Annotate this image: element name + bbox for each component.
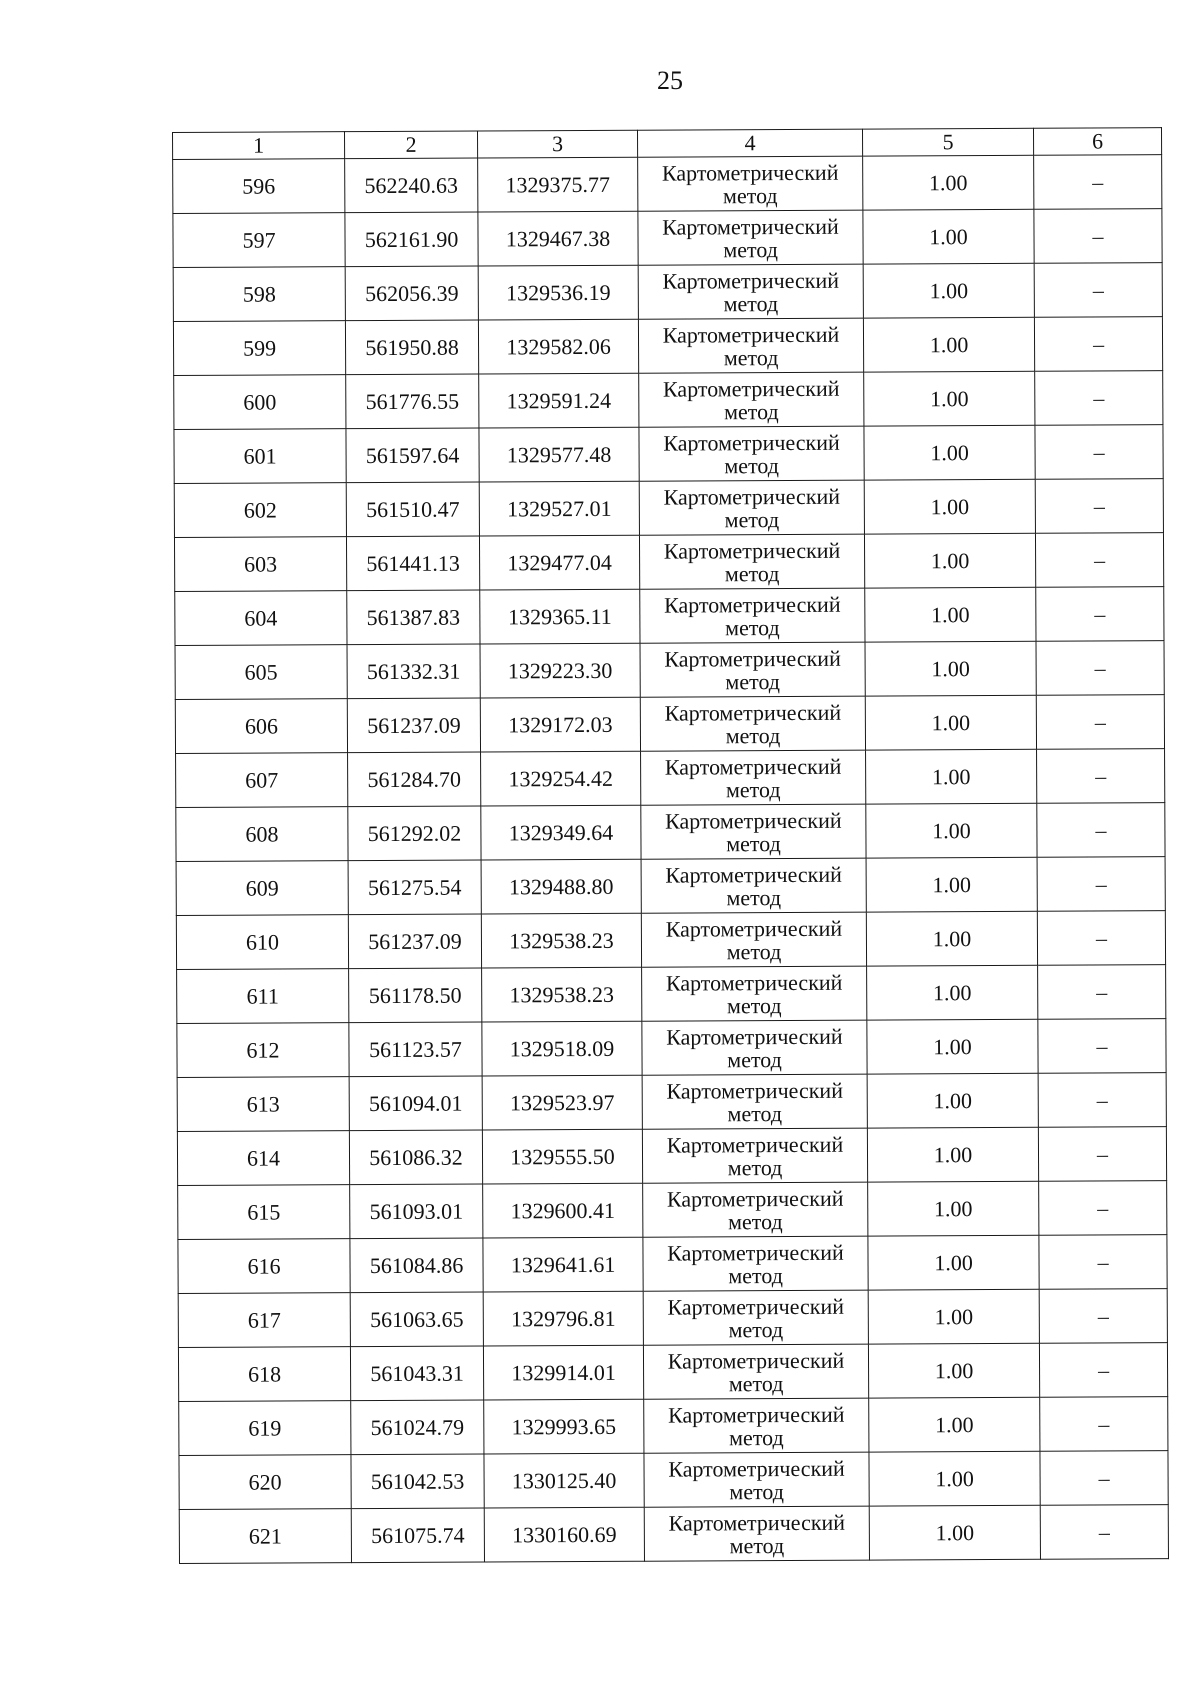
method-text-line2: метод [726, 938, 782, 964]
method-text-line2: метод [723, 290, 779, 316]
point-number-cell: 621 [179, 1509, 351, 1564]
method-cell [639, 480, 864, 535]
table-row [173, 209, 1162, 268]
point-number-cell: 598 [173, 267, 345, 322]
x-coordinate-cell: 561075.74 [351, 1508, 484, 1563]
method-cell [642, 1020, 867, 1075]
method-cell [640, 588, 865, 643]
y-coordinate-cell: 1329523.97 [482, 1075, 642, 1130]
accuracy-cell: 1.00 [868, 1181, 1039, 1236]
method-cell [644, 1506, 869, 1561]
accuracy-cell: 1.00 [867, 1019, 1038, 1074]
y-coordinate-cell: 1329488.80 [481, 859, 641, 914]
x-coordinate-cell: 561237.09 [347, 698, 480, 753]
table-row [177, 965, 1166, 1024]
point-number-cell: 615 [178, 1185, 350, 1240]
accuracy-cell: 1.00 [864, 533, 1035, 588]
point-number-cell: 611 [177, 969, 349, 1024]
point-number-cell: 605 [175, 645, 347, 700]
note-cell: – [1039, 1343, 1167, 1398]
method-text-line1: Картометрический [664, 591, 841, 618]
y-coordinate-cell: 1329365.11 [480, 589, 640, 644]
method-cell [641, 750, 866, 805]
x-coordinate-cell: 561441.13 [346, 536, 479, 591]
point-number-cell: 616 [178, 1239, 350, 1294]
x-coordinate-cell: 561178.50 [349, 968, 482, 1023]
point-number-cell: 614 [177, 1131, 349, 1186]
method-text-line2: метод [724, 398, 779, 424]
accuracy-cell: 1.00 [866, 911, 1037, 966]
method-text-line2: метод [727, 1208, 783, 1234]
table-row [177, 1127, 1166, 1186]
y-coordinate-cell: 1329577.48 [479, 427, 639, 482]
table-row [174, 479, 1163, 538]
accuracy-cell: 1.00 [866, 803, 1037, 858]
point-number-cell: 599 [173, 321, 345, 376]
y-coordinate-cell: 1329914.01 [483, 1345, 643, 1400]
page-number: 25 [657, 66, 683, 95]
note-cell: – [1040, 1451, 1168, 1506]
method-text-line1: Картометрический [666, 1131, 844, 1158]
method-text-line1: Картометрический [664, 699, 842, 726]
table-row [177, 1019, 1166, 1078]
method-text-line1: Картометрический [666, 1077, 843, 1104]
table-row [176, 749, 1165, 808]
method-text-line1: Картометрический [668, 1509, 846, 1536]
method-text-line2: метод [725, 668, 781, 694]
note-cell: – [1038, 1073, 1166, 1128]
table-row [175, 641, 1164, 700]
point-number-cell: 619 [179, 1401, 351, 1456]
method-text-line1: Картометрический [665, 915, 843, 942]
x-coordinate-cell: 561776.55 [346, 374, 479, 429]
method-text-line1: Картометрический [663, 537, 841, 564]
x-coordinate-cell: 561123.57 [349, 1022, 482, 1077]
method-text-line2: метод [726, 884, 782, 910]
x-coordinate-cell: 561093.01 [350, 1184, 483, 1239]
method-text-line2: метод [724, 560, 780, 586]
x-coordinate-cell: 561084.86 [350, 1238, 483, 1293]
point-number-cell: 608 [176, 807, 348, 862]
note-cell: – [1039, 1181, 1167, 1236]
x-coordinate-cell: 561042.53 [351, 1454, 484, 1509]
y-coordinate-cell: 1330125.40 [484, 1453, 644, 1508]
y-coordinate-cell: 1330160.69 [484, 1507, 644, 1562]
x-coordinate-cell: 561275.54 [348, 860, 481, 915]
method-cell [643, 1182, 868, 1237]
method-text-line2: метод [723, 236, 778, 262]
accuracy-cell: 1.00 [867, 965, 1038, 1020]
note-cell: – [1037, 803, 1165, 858]
note-cell: – [1036, 641, 1164, 696]
method-cell [641, 912, 866, 967]
y-coordinate-cell: 1329796.81 [483, 1291, 643, 1346]
note-cell: – [1040, 1397, 1168, 1452]
x-coordinate-cell: 561387.83 [347, 590, 480, 645]
table-row [173, 263, 1162, 322]
table-row [178, 1235, 1167, 1294]
accuracy-cell: 1.00 [866, 749, 1037, 804]
x-coordinate-cell: 562056.39 [345, 266, 478, 321]
method-text-line2: метод [729, 1424, 784, 1450]
point-number-cell: 603 [174, 537, 346, 592]
method-text-line2: метод [725, 722, 781, 748]
method-text-line2: метод [723, 344, 779, 370]
accuracy-cell: 1.00 [869, 1397, 1040, 1452]
y-coordinate-cell: 1329223.30 [480, 643, 640, 698]
method-cell [644, 1398, 869, 1453]
method-text-line1: Картометрический [666, 1023, 843, 1050]
x-coordinate-cell: 561332.31 [347, 644, 480, 699]
accuracy-cell: 1.00 [867, 1127, 1038, 1182]
x-coordinate-cell: 561597.64 [346, 428, 479, 483]
point-number-cell: 617 [178, 1293, 350, 1348]
table-row [174, 371, 1163, 430]
y-coordinate-cell: 1329538.23 [481, 913, 641, 968]
coordinates-table [172, 127, 1169, 1564]
y-coordinate-cell: 1329600.41 [483, 1183, 643, 1238]
method-text-line2: метод [728, 1316, 784, 1342]
method-text-line2: метод [724, 506, 780, 532]
point-number-cell: 613 [177, 1077, 349, 1132]
method-text-line2: метод [724, 452, 779, 478]
table-row [178, 1343, 1167, 1402]
method-cell [643, 1236, 868, 1291]
column-header-6: 6 [1033, 128, 1161, 156]
y-coordinate-cell: 1329254.42 [481, 751, 641, 806]
method-text-line1: Картометрический [665, 861, 842, 888]
method-cell [638, 318, 863, 373]
method-cell [642, 966, 867, 1021]
y-coordinate-cell: 1329527.01 [479, 481, 639, 536]
accuracy-cell: 1.00 [867, 1073, 1038, 1128]
method-cell [643, 1290, 868, 1345]
method-text-line2: метод [727, 1046, 782, 1072]
table-row [179, 1451, 1168, 1510]
note-cell: – [1037, 857, 1165, 912]
x-coordinate-cell: 561094.01 [349, 1076, 482, 1131]
point-number-cell: 612 [177, 1023, 349, 1078]
accuracy-cell: 1.00 [865, 587, 1036, 642]
method-cell [641, 804, 866, 859]
y-coordinate-cell: 1329375.77 [478, 157, 638, 212]
y-coordinate-cell: 1329641.61 [483, 1237, 643, 1292]
accuracy-cell: 1.00 [865, 695, 1036, 750]
x-coordinate-cell: 561043.31 [350, 1346, 483, 1401]
point-number-cell: 604 [175, 591, 347, 646]
x-coordinate-cell: 561024.79 [351, 1400, 484, 1455]
point-number-cell: 618 [178, 1347, 350, 1402]
method-cell [639, 372, 864, 427]
point-number-cell: 601 [174, 429, 346, 484]
table-row [175, 587, 1164, 646]
accuracy-cell: 1.00 [869, 1505, 1040, 1560]
y-coordinate-cell: 1329538.23 [482, 967, 642, 1022]
method-text-line1: Картометрический [665, 969, 843, 996]
column-header-4: 4 [637, 129, 862, 157]
method-cell [638, 210, 863, 265]
accuracy-cell: 1.00 [863, 263, 1034, 318]
method-text-line2: метод [727, 1100, 783, 1126]
table-row [179, 1505, 1168, 1564]
point-number-cell: 602 [174, 483, 346, 538]
point-number-cell: 606 [175, 699, 347, 754]
column-header-5: 5 [862, 128, 1033, 156]
y-coordinate-cell: 1329518.09 [482, 1021, 642, 1076]
table-row [179, 1397, 1168, 1456]
table-row [178, 1181, 1167, 1240]
method-cell [644, 1452, 869, 1507]
x-coordinate-cell: 561950.88 [345, 320, 478, 375]
method-cell [638, 264, 863, 319]
note-cell: – [1038, 1019, 1166, 1074]
method-text-line1: Картометрический [664, 753, 842, 780]
method-text-line2: метод [725, 614, 780, 640]
accuracy-cell: 1.00 [868, 1289, 1039, 1344]
y-coordinate-cell: 1329477.04 [479, 535, 639, 590]
note-cell: – [1040, 1505, 1168, 1560]
method-cell [643, 1344, 868, 1399]
table-row [177, 1073, 1166, 1132]
method-cell [641, 858, 866, 913]
y-coordinate-cell: 1329582.06 [478, 319, 638, 374]
method-text-line2: метод [726, 830, 781, 856]
method-text-line2: метод [722, 182, 778, 208]
column-header-1: 1 [173, 132, 345, 160]
point-number-cell: 607 [176, 753, 348, 808]
method-cell [639, 534, 864, 589]
method-text-line1: Картометрический [661, 159, 839, 186]
method-text-line1: Картометрический [667, 1293, 845, 1320]
note-cell: – [1036, 587, 1164, 642]
note-cell: – [1037, 911, 1165, 966]
note-cell: – [1039, 1235, 1167, 1290]
table-row [173, 155, 1162, 214]
point-number-cell: 610 [176, 915, 348, 970]
accuracy-cell: 1.00 [864, 371, 1035, 426]
note-cell: – [1037, 749, 1165, 804]
method-cell [640, 696, 865, 751]
method-cell [638, 156, 863, 211]
method-text-line1: Картометрический [663, 483, 841, 510]
y-coordinate-cell: 1329555.50 [482, 1129, 642, 1184]
method-text-line2: метод [725, 776, 781, 802]
note-cell: – [1034, 317, 1162, 372]
accuracy-cell: 1.00 [864, 479, 1035, 534]
note-cell: – [1035, 371, 1163, 426]
method-cell [642, 1128, 867, 1183]
note-cell: – [1034, 263, 1162, 318]
method-text-line1: Картометрический [667, 1239, 844, 1266]
method-text-line1: Картометрический [668, 1455, 845, 1482]
x-coordinate-cell: 561237.09 [348, 914, 481, 969]
accuracy-cell: 1.00 [866, 857, 1037, 912]
table-row [178, 1289, 1167, 1348]
point-number-cell: 597 [173, 213, 345, 268]
x-coordinate-cell: 561086.32 [349, 1130, 482, 1185]
y-coordinate-cell: 1329993.65 [484, 1399, 644, 1454]
table-body [173, 155, 1169, 1564]
method-text-line2: метод [729, 1532, 785, 1558]
accuracy-cell: 1.00 [864, 425, 1035, 480]
method-text-line2: метод [726, 992, 782, 1018]
method-cell [642, 1074, 867, 1129]
y-coordinate-cell: 1329349.64 [481, 805, 641, 860]
table-row [175, 695, 1164, 754]
note-cell: – [1035, 533, 1163, 588]
method-text-line2: метод [728, 1370, 784, 1396]
y-coordinate-cell: 1329536.19 [478, 265, 638, 320]
method-text-line2: метод [729, 1478, 784, 1504]
point-number-cell: 609 [176, 861, 348, 916]
method-text-line2: метод [727, 1154, 783, 1180]
x-coordinate-cell: 562240.63 [345, 158, 478, 213]
method-cell [639, 426, 864, 481]
x-coordinate-cell: 561063.65 [350, 1292, 483, 1347]
note-cell: – [1038, 1127, 1166, 1182]
note-cell: – [1035, 479, 1163, 534]
method-cell [640, 642, 865, 697]
x-coordinate-cell: 562161.90 [345, 212, 478, 267]
note-cell: – [1035, 425, 1163, 480]
point-number-cell: 620 [179, 1455, 351, 1510]
x-coordinate-cell: 561284.70 [348, 752, 481, 807]
method-text-line1: Картометрический [667, 1401, 845, 1428]
y-coordinate-cell: 1329591.24 [479, 373, 639, 428]
method-text-line1: Картометрический [662, 213, 839, 240]
method-text-line1: Картометрический [667, 1347, 845, 1374]
note-cell: – [1034, 209, 1162, 264]
table-row [176, 911, 1165, 970]
accuracy-cell: 1.00 [863, 155, 1034, 210]
point-number-cell: 600 [174, 375, 346, 430]
note-cell: – [1039, 1289, 1167, 1344]
method-text-line1: Картометрический [662, 375, 840, 402]
method-text-line1: Картометрический [663, 429, 840, 456]
method-text-line2: метод [728, 1262, 783, 1288]
accuracy-cell: 1.00 [869, 1451, 1040, 1506]
accuracy-cell: 1.00 [868, 1343, 1039, 1398]
table-row [174, 533, 1163, 592]
table-row [173, 317, 1162, 376]
y-coordinate-cell: 1329172.03 [480, 697, 640, 752]
method-text-line1: Картометрический [662, 321, 840, 348]
column-header-2: 2 [345, 131, 478, 159]
accuracy-cell: 1.00 [868, 1235, 1039, 1290]
accuracy-cell: 1.00 [863, 317, 1034, 372]
accuracy-cell: 1.00 [865, 641, 1036, 696]
x-coordinate-cell: 561292.02 [348, 806, 481, 861]
method-text-line1: Картометрический [664, 645, 841, 672]
y-coordinate-cell: 1329467.38 [478, 211, 638, 266]
table-row [174, 425, 1163, 484]
note-cell: – [1038, 965, 1166, 1020]
note-cell: – [1034, 155, 1162, 210]
point-number-cell: 596 [173, 159, 345, 214]
column-header-3: 3 [477, 130, 637, 158]
note-cell: – [1036, 695, 1164, 750]
method-text-line1: Картометрический [662, 267, 840, 294]
table-row [176, 857, 1165, 916]
x-coordinate-cell: 561510.47 [346, 482, 479, 537]
method-text-line1: Картометрический [666, 1185, 844, 1212]
table-row [176, 803, 1165, 862]
accuracy-cell: 1.00 [863, 209, 1034, 264]
method-text-line1: Картометрический [665, 807, 842, 834]
